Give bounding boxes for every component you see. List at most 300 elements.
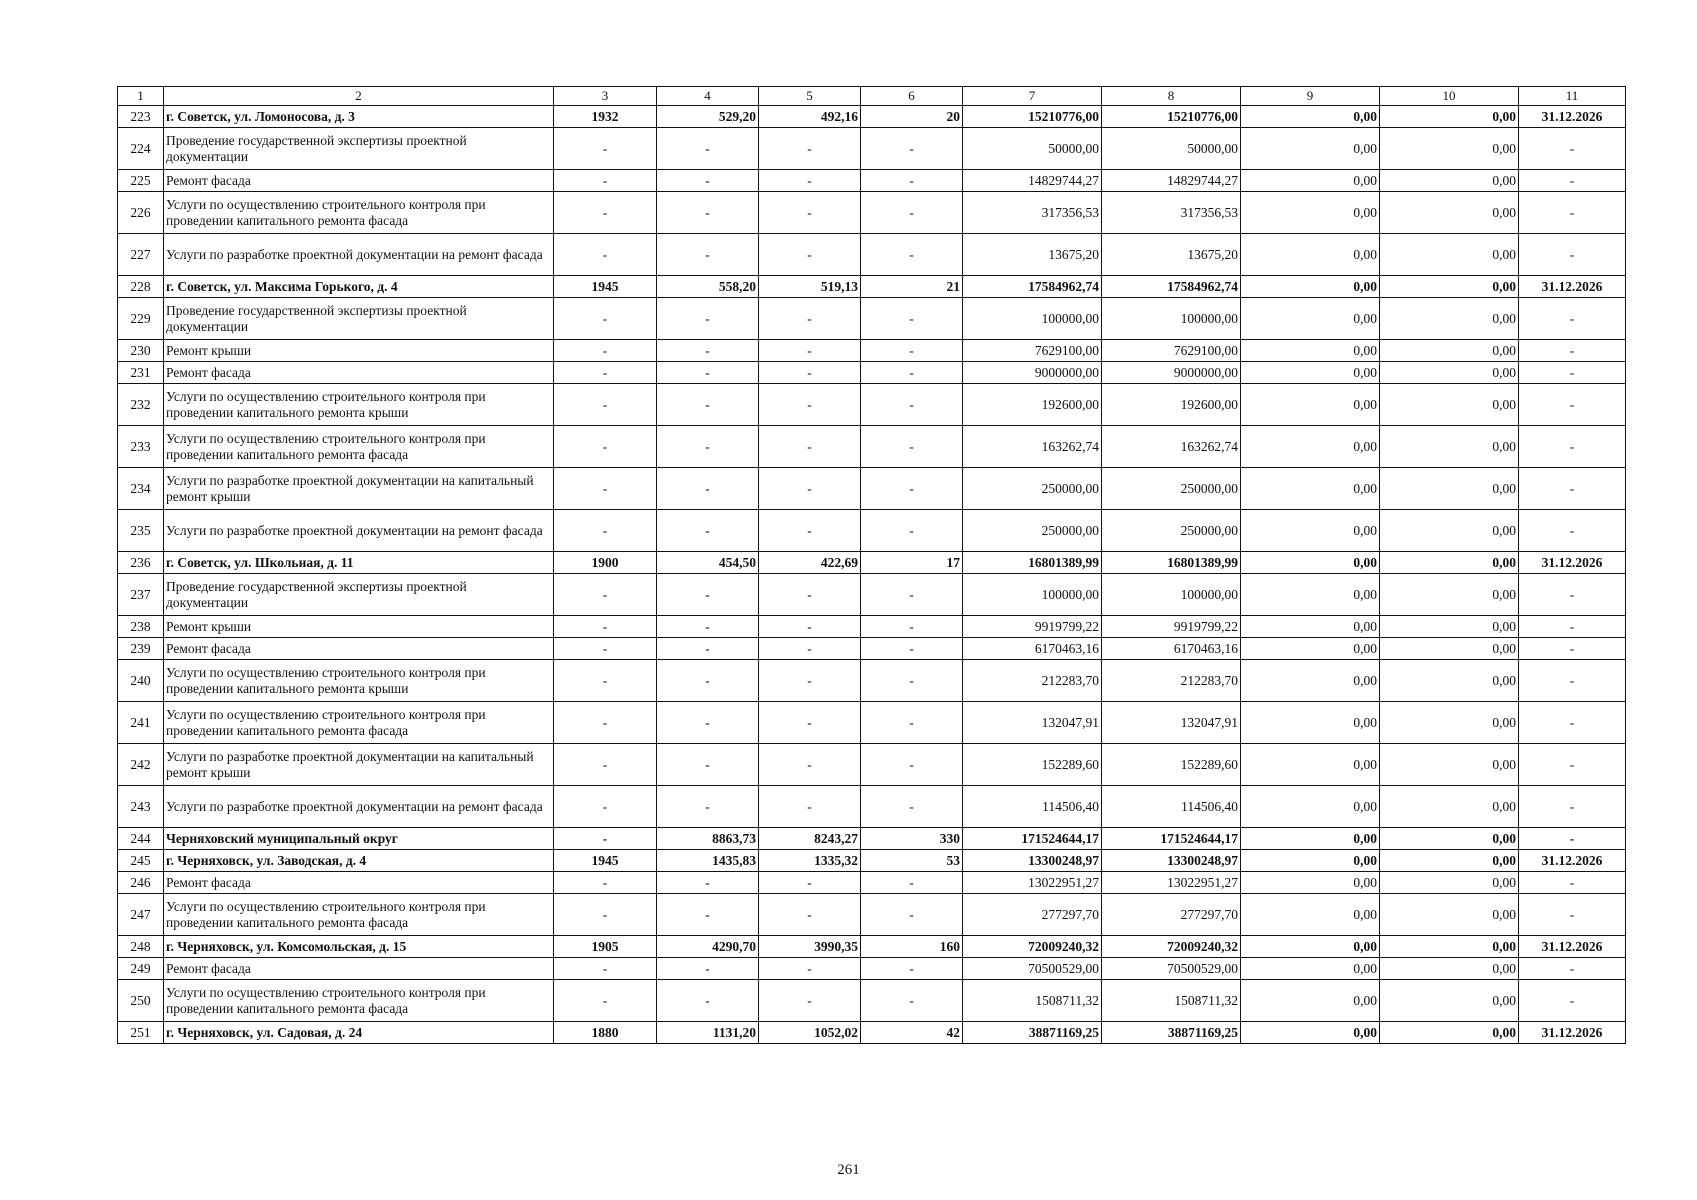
total-cost-cell: 171524644,17 <box>963 828 1102 850</box>
residents-cell: 160 <box>861 936 963 958</box>
residents-cell: - <box>861 170 963 192</box>
budget-cell: 0,00 <box>1241 616 1380 638</box>
fund-cost-cell: 16801389,99 <box>1102 552 1241 574</box>
deadline-cell: - <box>1519 702 1626 744</box>
description-cell: Ремонт фасада <box>164 958 554 980</box>
row-number-cell: 232 <box>118 384 164 426</box>
residents-cell: 330 <box>861 828 963 850</box>
table-row <box>118 872 1626 894</box>
column-number-header: 8 <box>1102 87 1241 106</box>
row-number-cell: 251 <box>118 1022 164 1044</box>
deadline-cell: 31.12.2026 <box>1519 276 1626 298</box>
living-area-cell: - <box>759 616 861 638</box>
table-row <box>118 128 1626 170</box>
other-cell: 0,00 <box>1380 616 1519 638</box>
area-cell: 4290,70 <box>657 936 759 958</box>
other-cell: 0,00 <box>1380 170 1519 192</box>
row-number-cell: 226 <box>118 192 164 234</box>
living-area-cell: - <box>759 638 861 660</box>
residents-cell: - <box>861 340 963 362</box>
budget-cell: 0,00 <box>1241 510 1380 552</box>
fund-cost-cell: 50000,00 <box>1102 128 1241 170</box>
table-body <box>118 87 1626 1044</box>
column-number-header-row <box>118 87 1626 106</box>
row-number-cell: 243 <box>118 786 164 828</box>
table-row <box>118 958 1626 980</box>
description-cell: Проведение государственной экспертизы проектной документации <box>164 298 554 340</box>
fund-cost-cell: 152289,60 <box>1102 744 1241 786</box>
budget-cell: 0,00 <box>1241 276 1380 298</box>
table-row <box>118 980 1626 1022</box>
total-cost-cell: 9919799,22 <box>963 616 1102 638</box>
budget-cell: 0,00 <box>1241 468 1380 510</box>
area-cell: 454,50 <box>657 552 759 574</box>
description-cell: Ремонт крыши <box>164 340 554 362</box>
fund-cost-cell: 14829744,27 <box>1102 170 1241 192</box>
residents-cell: - <box>861 298 963 340</box>
budget-cell: 0,00 <box>1241 958 1380 980</box>
table-row <box>118 574 1626 616</box>
budget-cell: 0,00 <box>1241 234 1380 276</box>
living-area-cell: - <box>759 128 861 170</box>
description-cell: г. Советск, ул. Максима Горького, д. 4 <box>164 276 554 298</box>
row-number-cell: 235 <box>118 510 164 552</box>
deadline-cell: - <box>1519 468 1626 510</box>
description-cell: г. Черняховск, ул. Комсомольская, д. 15 <box>164 936 554 958</box>
total-cost-cell: 16801389,99 <box>963 552 1102 574</box>
residents-cell: - <box>861 872 963 894</box>
residents-cell: - <box>861 362 963 384</box>
total-cost-cell: 14829744,27 <box>963 170 1102 192</box>
description-cell: Услуги по осуществлению строительного контроля при проведении капитального ремонта фасада <box>164 980 554 1022</box>
year-cell: - <box>554 744 657 786</box>
living-area-cell: - <box>759 574 861 616</box>
row-number-cell: 244 <box>118 828 164 850</box>
other-cell: 0,00 <box>1380 106 1519 128</box>
area-cell: - <box>657 384 759 426</box>
table-row <box>118 468 1626 510</box>
column-number-header: 1 <box>118 87 164 106</box>
budget-cell: 0,00 <box>1241 786 1380 828</box>
fund-cost-cell: 13675,20 <box>1102 234 1241 276</box>
table-row <box>118 234 1626 276</box>
total-cost-cell: 152289,60 <box>963 744 1102 786</box>
fund-cost-cell: 100000,00 <box>1102 574 1241 616</box>
other-cell: 0,00 <box>1380 786 1519 828</box>
living-area-cell: - <box>759 872 861 894</box>
row-number-cell: 225 <box>118 170 164 192</box>
fund-cost-cell: 277297,70 <box>1102 894 1241 936</box>
budget-cell: 0,00 <box>1241 362 1380 384</box>
description-cell: г. Черняховск, ул. Заводская, д. 4 <box>164 850 554 872</box>
budget-cell: 0,00 <box>1241 340 1380 362</box>
budget-cell: 0,00 <box>1241 936 1380 958</box>
other-cell: 0,00 <box>1380 894 1519 936</box>
budget-cell: 0,00 <box>1241 426 1380 468</box>
year-cell: - <box>554 298 657 340</box>
other-cell: 0,00 <box>1380 468 1519 510</box>
table-row <box>118 638 1626 660</box>
fund-cost-cell: 70500529,00 <box>1102 958 1241 980</box>
living-area-cell: - <box>759 384 861 426</box>
other-cell: 0,00 <box>1380 872 1519 894</box>
area-cell: 1131,20 <box>657 1022 759 1044</box>
deadline-cell: - <box>1519 128 1626 170</box>
description-cell: Ремонт фасада <box>164 638 554 660</box>
row-number-cell: 247 <box>118 894 164 936</box>
budget-cell: 0,00 <box>1241 574 1380 616</box>
area-cell: - <box>657 192 759 234</box>
budget-cell: 0,00 <box>1241 828 1380 850</box>
table-row <box>118 552 1626 574</box>
living-area-cell: - <box>759 744 861 786</box>
deadline-cell: - <box>1519 192 1626 234</box>
living-area-cell: - <box>759 786 861 828</box>
area-cell: - <box>657 638 759 660</box>
table-row <box>118 384 1626 426</box>
deadline-cell: - <box>1519 980 1626 1022</box>
total-cost-cell: 50000,00 <box>963 128 1102 170</box>
total-cost-cell: 132047,91 <box>963 702 1102 744</box>
budget-cell: 0,00 <box>1241 384 1380 426</box>
table-row <box>118 510 1626 552</box>
area-cell: - <box>657 616 759 638</box>
living-area-cell: 492,16 <box>759 106 861 128</box>
area-cell: - <box>657 362 759 384</box>
description-cell: г. Советск, ул. Школьная, д. 11 <box>164 552 554 574</box>
residents-cell: - <box>861 510 963 552</box>
total-cost-cell: 250000,00 <box>963 468 1102 510</box>
total-cost-cell: 317356,53 <box>963 192 1102 234</box>
table-row <box>118 616 1626 638</box>
other-cell: 0,00 <box>1380 980 1519 1022</box>
living-area-cell: 1052,02 <box>759 1022 861 1044</box>
other-cell: 0,00 <box>1380 426 1519 468</box>
row-number-cell: 238 <box>118 616 164 638</box>
description-cell: Черняховский муниципальный округ <box>164 828 554 850</box>
table-row <box>118 106 1626 128</box>
page-number: 261 <box>837 1162 860 1178</box>
row-number-cell: 241 <box>118 702 164 744</box>
description-cell: Услуги по разработке проектной документации на ремонт фасада <box>164 786 554 828</box>
deadline-cell: - <box>1519 362 1626 384</box>
total-cost-cell: 100000,00 <box>963 298 1102 340</box>
residents-cell: 21 <box>861 276 963 298</box>
residents-cell: - <box>861 192 963 234</box>
other-cell: 0,00 <box>1380 384 1519 426</box>
row-number-cell: 233 <box>118 426 164 468</box>
table-row <box>118 192 1626 234</box>
area-cell: - <box>657 468 759 510</box>
deadline-cell: - <box>1519 170 1626 192</box>
total-cost-cell: 250000,00 <box>963 510 1102 552</box>
total-cost-cell: 100000,00 <box>963 574 1102 616</box>
row-number-cell: 223 <box>118 106 164 128</box>
living-area-cell: - <box>759 468 861 510</box>
living-area-cell: - <box>759 894 861 936</box>
table-row <box>118 170 1626 192</box>
deadline-cell: - <box>1519 872 1626 894</box>
year-cell: 1905 <box>554 936 657 958</box>
total-cost-cell: 17584962,74 <box>963 276 1102 298</box>
budget-cell: 0,00 <box>1241 638 1380 660</box>
year-cell: - <box>554 426 657 468</box>
total-cost-cell: 7629100,00 <box>963 340 1102 362</box>
area-cell: - <box>657 426 759 468</box>
table-row <box>118 362 1626 384</box>
row-number-cell: 242 <box>118 744 164 786</box>
living-area-cell: - <box>759 362 861 384</box>
total-cost-cell: 38871169,25 <box>963 1022 1102 1044</box>
residents-cell: - <box>861 744 963 786</box>
column-number-header: 4 <box>657 87 759 106</box>
total-cost-cell: 212283,70 <box>963 660 1102 702</box>
budget-cell: 0,00 <box>1241 128 1380 170</box>
residents-cell: - <box>861 616 963 638</box>
area-cell: - <box>657 894 759 936</box>
residents-cell: - <box>861 384 963 426</box>
other-cell: 0,00 <box>1380 510 1519 552</box>
other-cell: 0,00 <box>1380 744 1519 786</box>
deadline-cell: 31.12.2026 <box>1519 1022 1626 1044</box>
column-number-header: 10 <box>1380 87 1519 106</box>
deadline-cell: - <box>1519 384 1626 426</box>
other-cell: 0,00 <box>1380 1022 1519 1044</box>
residents-cell: - <box>861 638 963 660</box>
deadline-cell: - <box>1519 660 1626 702</box>
deadline-cell: - <box>1519 510 1626 552</box>
area-cell: - <box>657 128 759 170</box>
deadline-cell: 31.12.2026 <box>1519 106 1626 128</box>
fund-cost-cell: 192600,00 <box>1102 384 1241 426</box>
other-cell: 0,00 <box>1380 128 1519 170</box>
living-area-cell: 3990,35 <box>759 936 861 958</box>
deadline-cell: 31.12.2026 <box>1519 936 1626 958</box>
description-cell: Проведение государственной экспертизы проектной документации <box>164 574 554 616</box>
row-number-cell: 248 <box>118 936 164 958</box>
row-number-cell: 246 <box>118 872 164 894</box>
fund-cost-cell: 15210776,00 <box>1102 106 1241 128</box>
table-row <box>118 1022 1626 1044</box>
residents-cell: 20 <box>861 106 963 128</box>
other-cell: 0,00 <box>1380 638 1519 660</box>
fund-cost-cell: 114506,40 <box>1102 786 1241 828</box>
living-area-cell: - <box>759 510 861 552</box>
row-number-cell: 249 <box>118 958 164 980</box>
column-number-header: 2 <box>164 87 554 106</box>
row-number-cell: 227 <box>118 234 164 276</box>
other-cell: 0,00 <box>1380 828 1519 850</box>
fund-cost-cell: 212283,70 <box>1102 660 1241 702</box>
row-number-cell: 240 <box>118 660 164 702</box>
other-cell: 0,00 <box>1380 234 1519 276</box>
year-cell: - <box>554 702 657 744</box>
table-row <box>118 660 1626 702</box>
row-number-cell: 237 <box>118 574 164 616</box>
area-cell: - <box>657 744 759 786</box>
budget-cell: 0,00 <box>1241 298 1380 340</box>
fund-cost-cell: 100000,00 <box>1102 298 1241 340</box>
fund-cost-cell: 6170463,16 <box>1102 638 1241 660</box>
description-cell: Услуги по разработке проектной документации на ремонт фасада <box>164 510 554 552</box>
deadline-cell: - <box>1519 574 1626 616</box>
description-cell: г. Черняховск, ул. Садовая, д. 24 <box>164 1022 554 1044</box>
year-cell: - <box>554 660 657 702</box>
table-row <box>118 786 1626 828</box>
living-area-cell: - <box>759 234 861 276</box>
table-row <box>118 340 1626 362</box>
living-area-cell: 8243,27 <box>759 828 861 850</box>
area-cell: 8863,73 <box>657 828 759 850</box>
year-cell: - <box>554 574 657 616</box>
description-cell: Ремонт фасада <box>164 362 554 384</box>
row-number-cell: 224 <box>118 128 164 170</box>
total-cost-cell: 72009240,32 <box>963 936 1102 958</box>
other-cell: 0,00 <box>1380 298 1519 340</box>
living-area-cell: - <box>759 660 861 702</box>
total-cost-cell: 192600,00 <box>963 384 1102 426</box>
deadline-cell: - <box>1519 298 1626 340</box>
description-cell: Услуги по осуществлению строительного контроля при проведении капитального ремонта крыши <box>164 660 554 702</box>
description-cell: Ремонт крыши <box>164 616 554 638</box>
deadline-cell: - <box>1519 828 1626 850</box>
budget-cell: 0,00 <box>1241 850 1380 872</box>
row-number-cell: 230 <box>118 340 164 362</box>
year-cell: 1945 <box>554 276 657 298</box>
residents-cell: - <box>861 702 963 744</box>
area-cell: - <box>657 872 759 894</box>
total-cost-cell: 70500529,00 <box>963 958 1102 980</box>
column-number-header: 11 <box>1519 87 1626 106</box>
budget-cell: 0,00 <box>1241 702 1380 744</box>
living-area-cell: - <box>759 958 861 980</box>
description-cell: Услуги по разработке проектной документации на капитальный ремонт крыши <box>164 468 554 510</box>
area-cell: - <box>657 298 759 340</box>
deadline-cell: 31.12.2026 <box>1519 850 1626 872</box>
living-area-cell: - <box>759 702 861 744</box>
table-row <box>118 702 1626 744</box>
living-area-cell: - <box>759 298 861 340</box>
other-cell: 0,00 <box>1380 958 1519 980</box>
row-number-cell: 239 <box>118 638 164 660</box>
deadline-cell: - <box>1519 340 1626 362</box>
residents-cell: - <box>861 426 963 468</box>
fund-cost-cell: 72009240,32 <box>1102 936 1241 958</box>
area-cell: 529,20 <box>657 106 759 128</box>
fund-cost-cell: 1508711,32 <box>1102 980 1241 1022</box>
area-cell: - <box>657 786 759 828</box>
total-cost-cell: 6170463,16 <box>963 638 1102 660</box>
year-cell: - <box>554 362 657 384</box>
area-cell: - <box>657 234 759 276</box>
deadline-cell: 31.12.2026 <box>1519 552 1626 574</box>
other-cell: 0,00 <box>1380 340 1519 362</box>
budget-cell: 0,00 <box>1241 980 1380 1022</box>
area-cell: - <box>657 574 759 616</box>
area-cell: 1435,83 <box>657 850 759 872</box>
living-area-cell: 422,69 <box>759 552 861 574</box>
fund-cost-cell: 317356,53 <box>1102 192 1241 234</box>
living-area-cell: - <box>759 426 861 468</box>
fund-cost-cell: 9000000,00 <box>1102 362 1241 384</box>
living-area-cell: 519,13 <box>759 276 861 298</box>
year-cell: - <box>554 958 657 980</box>
budget-cell: 0,00 <box>1241 552 1380 574</box>
budget-cell: 0,00 <box>1241 192 1380 234</box>
year-cell: 1880 <box>554 1022 657 1044</box>
year-cell: - <box>554 340 657 362</box>
residents-cell: - <box>861 234 963 276</box>
total-cost-cell: 13675,20 <box>963 234 1102 276</box>
year-cell: - <box>554 616 657 638</box>
table-row <box>118 828 1626 850</box>
fund-cost-cell: 250000,00 <box>1102 510 1241 552</box>
row-number-cell: 229 <box>118 298 164 340</box>
living-area-cell: - <box>759 192 861 234</box>
area-cell: - <box>657 170 759 192</box>
fund-cost-cell: 13300248,97 <box>1102 850 1241 872</box>
residents-cell: - <box>861 128 963 170</box>
total-cost-cell: 277297,70 <box>963 894 1102 936</box>
column-number-header: 7 <box>963 87 1102 106</box>
budget-cell: 0,00 <box>1241 1022 1380 1044</box>
deadline-cell: - <box>1519 744 1626 786</box>
other-cell: 0,00 <box>1380 850 1519 872</box>
year-cell: - <box>554 828 657 850</box>
year-cell: - <box>554 234 657 276</box>
other-cell: 0,00 <box>1380 276 1519 298</box>
residents-cell: - <box>861 894 963 936</box>
fund-cost-cell: 17584962,74 <box>1102 276 1241 298</box>
year-cell: - <box>554 872 657 894</box>
other-cell: 0,00 <box>1380 660 1519 702</box>
total-cost-cell: 9000000,00 <box>963 362 1102 384</box>
description-cell: Ремонт фасада <box>164 170 554 192</box>
year-cell: 1932 <box>554 106 657 128</box>
column-number-header: 6 <box>861 87 963 106</box>
table-row <box>118 276 1626 298</box>
year-cell: - <box>554 894 657 936</box>
fund-cost-cell: 132047,91 <box>1102 702 1241 744</box>
total-cost-cell: 114506,40 <box>963 786 1102 828</box>
residents-cell: - <box>861 786 963 828</box>
description-cell: Услуги по разработке проектной документации на ремонт фасада <box>164 234 554 276</box>
fund-cost-cell: 171524644,17 <box>1102 828 1241 850</box>
living-area-cell: - <box>759 170 861 192</box>
living-area-cell: 1335,32 <box>759 850 861 872</box>
residents-cell: - <box>861 574 963 616</box>
year-cell: - <box>554 384 657 426</box>
description-cell: Услуги по осуществлению строительного контроля при проведении капитального ремонта фасада <box>164 192 554 234</box>
living-area-cell: - <box>759 980 861 1022</box>
year-cell: - <box>554 468 657 510</box>
area-cell: - <box>657 660 759 702</box>
area-cell: - <box>657 980 759 1022</box>
row-number-cell: 234 <box>118 468 164 510</box>
fund-cost-cell: 9919799,22 <box>1102 616 1241 638</box>
area-cell: - <box>657 702 759 744</box>
budget-cell: 0,00 <box>1241 106 1380 128</box>
table-row <box>118 936 1626 958</box>
year-cell: - <box>554 192 657 234</box>
other-cell: 0,00 <box>1380 362 1519 384</box>
budget-cell: 0,00 <box>1241 660 1380 702</box>
year-cell: - <box>554 128 657 170</box>
deadline-cell: - <box>1519 786 1626 828</box>
deadline-cell: - <box>1519 616 1626 638</box>
table-row <box>118 426 1626 468</box>
total-cost-cell: 163262,74 <box>963 426 1102 468</box>
